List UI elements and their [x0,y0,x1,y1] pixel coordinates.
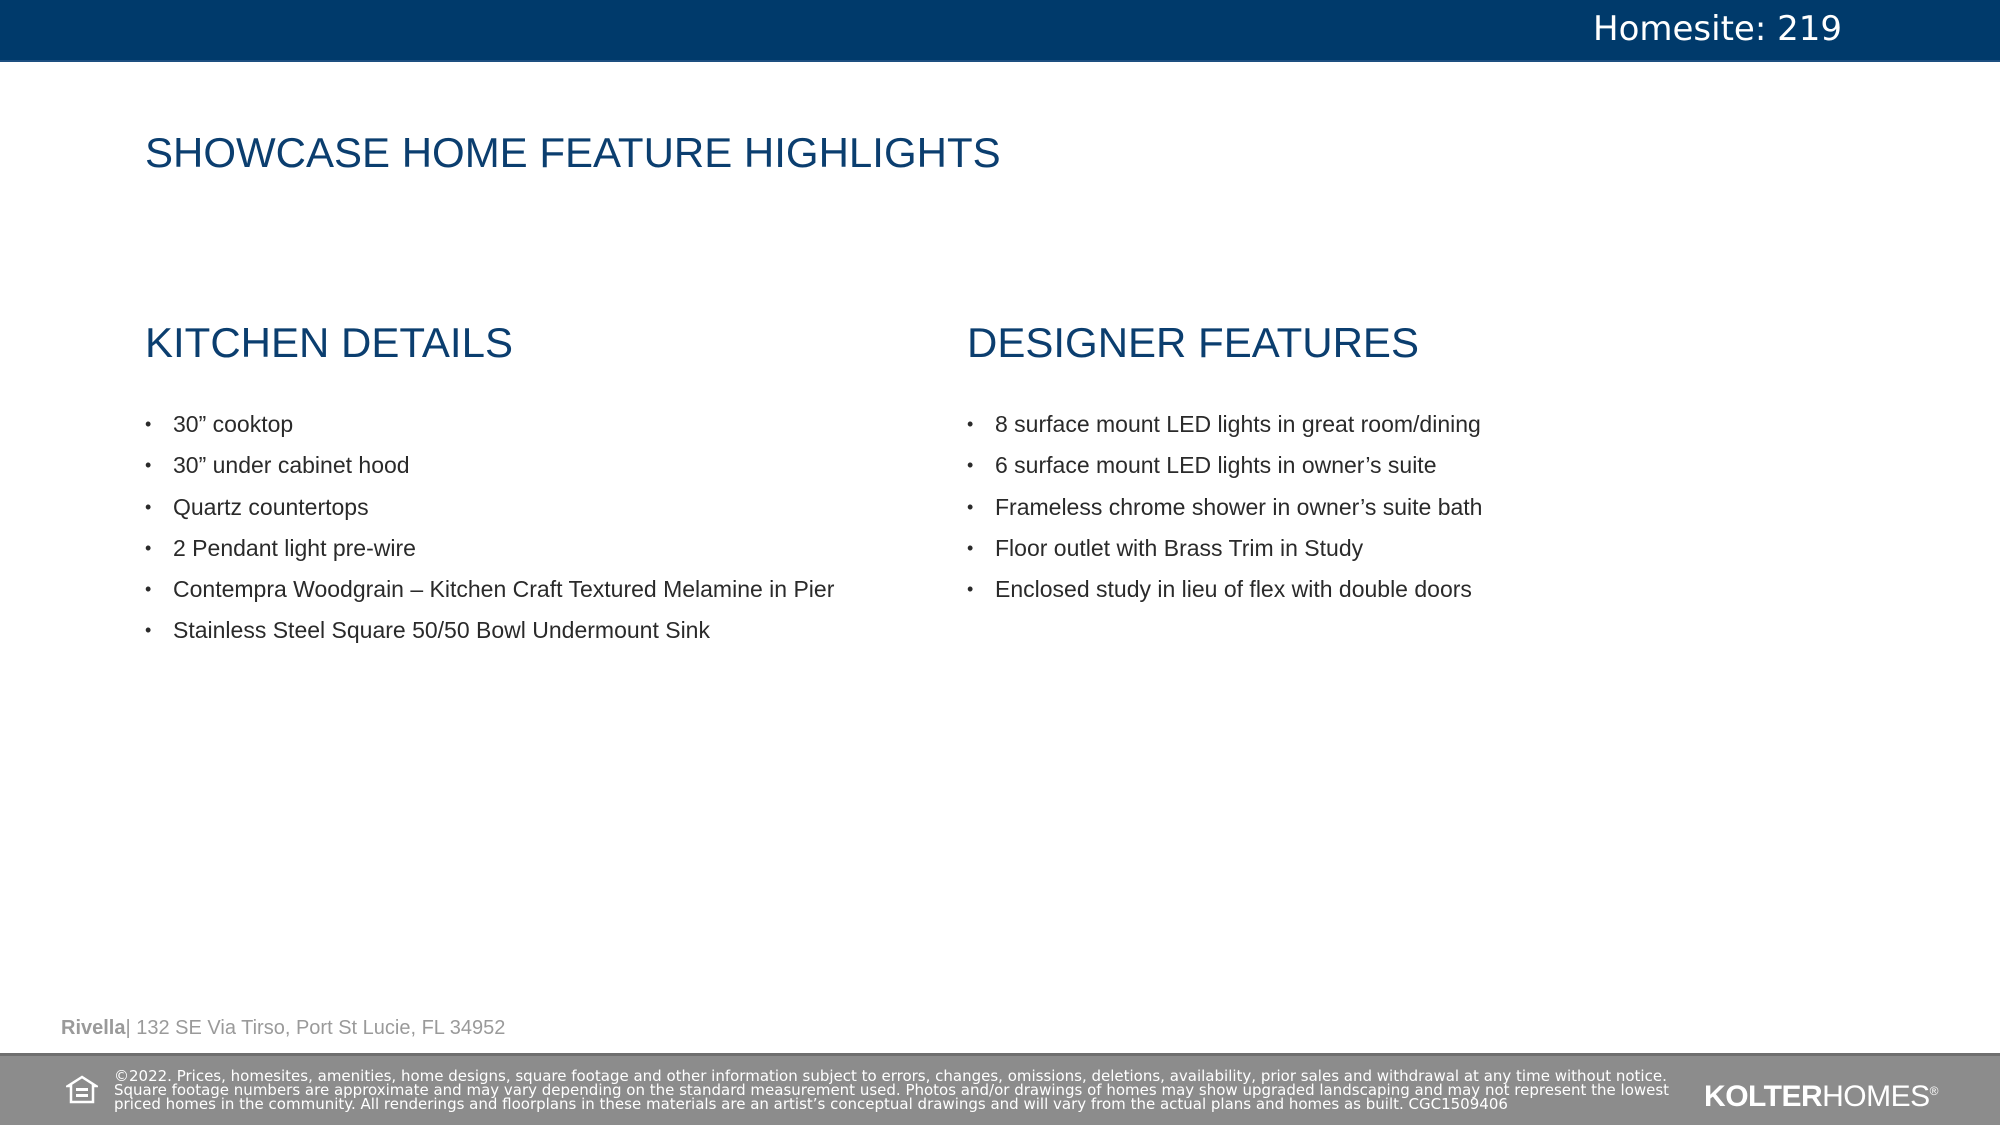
legal-disclaimer [114,1069,1714,1111]
list-item: • Stainless Steel Square 50/50 Bowl Undermount Sink [145,610,834,651]
list-item: • Enclosed study in lieu of flex with double doors [967,569,1482,610]
list-item: • Floor outlet with Brass Trim in Study [967,528,1482,569]
list-item: • Frameless chrome shower in owner’s suite bath [967,487,1482,528]
list-item: • Contempra Woodgrain – Kitchen Craft Textured Melamine in Pier [145,569,834,610]
address-text: | 132 SE Via Tirso, Port St Lucie, FL 34952 [125,1017,506,1039]
disclaimer-line: ©2022. Prices, homesites, amenities, home designs, square footage and other information subject to errors, changes, omissions, deletions, availability, prior sales and withdrawal at any time without notice. [114,1067,1667,1085]
community-address [61,1015,505,1041]
kitchen-details-list [145,404,834,652]
disclaimer-line: priced homes in the community. All renderings and floorplans in these materials are an artist’s conceptual drawings and will vary from the actual plans and homes as built. CGC1509406 [114,1095,1508,1113]
designer-features-list [967,404,1482,610]
list-item: • 30” under cabinet hood [145,445,834,486]
homesite-label: Homesite: 219 [1593,9,1842,49]
designer-features-heading: DESIGNER FEATURES [967,319,1419,366]
footer-bar [0,1053,2000,1125]
designer-features-section [967,318,1867,603]
list-item: • Quartz countertops [145,487,834,528]
community-name: Rivella [61,1017,126,1039]
kitchen-details-heading: KITCHEN DETAILS [145,319,513,366]
disclaimer-line: Square footage numbers are approximate and may vary depending on the standard measurement used. Photos and/or drawings of homes may show upgraded landscaping and may not represent the lowest [114,1081,1670,1099]
list-item: • 30” cooktop [145,404,834,445]
kolter-homes-logo: KOLTERHOMES® [1704,1080,1938,1113]
page-title: SHOWCASE HOME FEATURE HIGHLIGHTS [145,129,1001,176]
top-banner [0,0,2000,62]
equal-housing-icon [66,1074,98,1106]
list-item: • 2 Pendant light pre-wire [145,528,834,569]
kitchen-details-section [145,318,925,644]
list-item: • 6 surface mount LED lights in owner’s suite [967,445,1482,486]
list-item: • 8 surface mount LED lights in great room/dining [967,404,1482,445]
